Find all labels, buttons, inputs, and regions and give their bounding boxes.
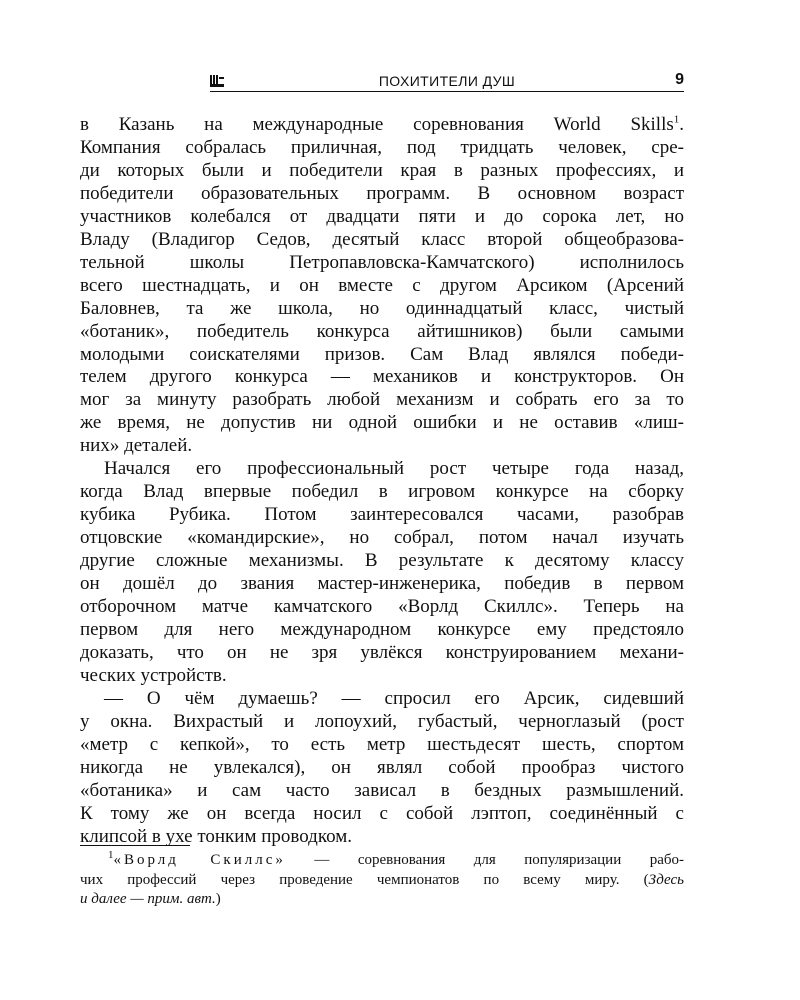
footnote-line: чих профессий через проведение чемпионатов по всему миру. (Здесь bbox=[80, 871, 684, 888]
footnote bbox=[80, 851, 684, 910]
text-line: доказать, что он не зря увлёкся конструированием механи- bbox=[80, 641, 684, 663]
paragraph bbox=[80, 688, 684, 849]
text-line: молодыми соискателями призов. Сам Влад являлся победи- bbox=[80, 343, 684, 365]
running-title: ПОХИТИТЕЛИ ДУШ bbox=[378, 73, 516, 89]
text-line: клипсой в ухе тонким проводком. bbox=[80, 825, 353, 847]
running-header bbox=[210, 71, 684, 93]
text-line: у окна. Вихрастый и лопоухий, губастый, черноглазый (рост bbox=[80, 710, 684, 732]
footnote-line: и далее — прим. авт.) bbox=[80, 891, 221, 907]
footnote-term: «Ворлд Скиллс» bbox=[113, 852, 286, 868]
paragraph bbox=[80, 114, 684, 458]
text-line: Компания собралась приличная, под тридцать человек, сре- bbox=[80, 136, 684, 158]
text-line: когда Влад впервые победил в игровом конкурсе на сборку bbox=[80, 481, 684, 503]
text-line: Владу (Владигор Седов, десятый класс второй общеобразова- bbox=[80, 228, 684, 250]
text-line: «ботаник», победитель конкурса айтишников) были самыми bbox=[80, 320, 684, 342]
footnote-rule bbox=[80, 845, 190, 846]
text-line: отборочном матче камчатского «Ворлд Скиллс». Теперь на bbox=[80, 596, 684, 618]
text-line: первом для него международном конкурсе ему предстояло bbox=[80, 618, 684, 640]
text-line: Начался его профессиональный рост четыре года назад, bbox=[104, 458, 684, 480]
text-line: всего шестнадцать, и он вместе с другом Арсиком (Арсений bbox=[80, 274, 684, 296]
text-line: победители образовательных программ. В основном возраст bbox=[80, 182, 684, 204]
text-line: мог за минуту разобрать любой механизм и собрать его за то bbox=[80, 389, 684, 411]
text-line: ческих устройств. bbox=[80, 664, 227, 686]
text-line: в Казань на международные соревнования World Skills$^1$. bbox=[80, 113, 684, 135]
footnote-line bbox=[80, 851, 684, 871]
text-line: другие сложные механизмы. В результате к десятому классу bbox=[80, 550, 684, 572]
text-line: отцовские «командирские», но собрал, потом начал изучать bbox=[80, 527, 684, 549]
text-line: участников колебался от двадцати пяти и до сорока лет, но bbox=[80, 205, 684, 227]
text-line: «ботаника» и сам часто зависал в бездных размышлений. bbox=[80, 779, 684, 801]
text-line: же время, не допустив ни одной ошибки и не оставив «лиш- bbox=[80, 412, 684, 434]
text-line: Баловнев, та же школа, но одиннадцатый класс, чистый bbox=[80, 297, 684, 319]
text-line: телем другого конкурса — механиков и конструкторов. Он bbox=[80, 366, 684, 388]
text-line: никогда не увлекался), он являл собой прообраз чистого bbox=[80, 756, 684, 778]
footnote-reference: 1 bbox=[673, 113, 680, 126]
page-number: 9 bbox=[675, 71, 684, 88]
text-line: тельной школы Петропавловска-Камчатского) исполнилось bbox=[80, 251, 684, 273]
text-line: он дошёл до звания мастер-инженерика, победив в первом bbox=[80, 573, 684, 595]
footnote-marker: 1 bbox=[108, 849, 114, 861]
header-rule bbox=[210, 91, 684, 92]
text-line: — О чём думаешь? — спросил его Арсик, сидевший bbox=[104, 687, 684, 709]
paragraph bbox=[80, 458, 684, 688]
footnote-text: — соревнования для популяризации рабо- bbox=[285, 852, 685, 868]
text-line: них» деталей. bbox=[80, 435, 193, 457]
text-line: ди которых были и победители края в разных профессиях, и bbox=[80, 159, 684, 181]
text-line: кубика Рубика. Потом заинтересовался часами, разобрав bbox=[80, 504, 684, 526]
main-text bbox=[80, 114, 684, 849]
text-line: «метр с кепкой», то есть метр шестьдесят шесть, спортом bbox=[80, 733, 684, 755]
text-line: К тому же он всегда носил с собой лэптоп, соединённый с bbox=[80, 802, 684, 824]
